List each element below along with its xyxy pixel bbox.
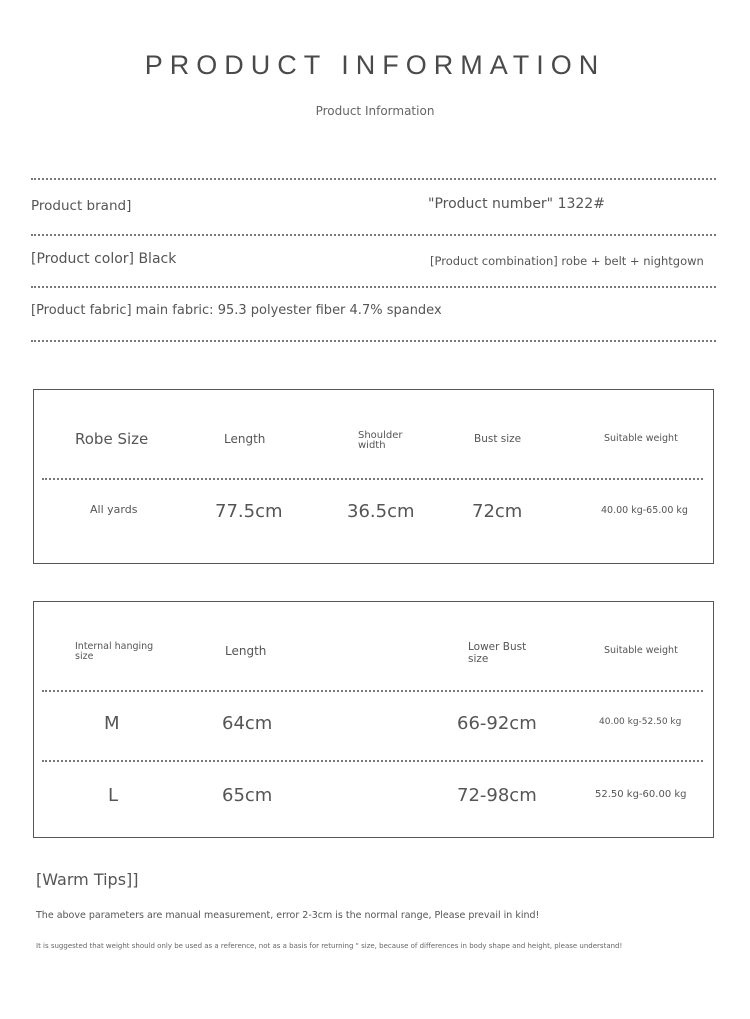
table-header-line: size	[75, 651, 94, 662]
table-header: Suitable weight	[604, 433, 678, 444]
product-color: [Product color] Black	[31, 251, 177, 267]
divider	[31, 234, 716, 236]
table-cell: 77.5cm	[215, 501, 283, 522]
product-fabric: [Product fabric] main fabric: 95.3 polyester fiber 4.7% spandex	[31, 303, 442, 318]
table-cell: 65cm	[222, 785, 273, 806]
table-header: Bust size	[474, 433, 522, 445]
table-header	[358, 431, 403, 451]
table-cell: 66-92cm	[457, 713, 537, 734]
table-cell: 40.00 kg-52.50 kg	[599, 717, 682, 727]
divider	[31, 286, 716, 288]
table-header-line: size	[468, 653, 489, 665]
tips-line: It is suggested that weight should only be used as a reference, not as a basis for returning " size, because of differences in body shape and height, please understand!	[36, 942, 623, 950]
table-header-line: Internal hanging	[75, 641, 154, 652]
table-cell: 64cm	[222, 713, 273, 734]
table-header	[468, 641, 526, 665]
divider	[42, 760, 703, 762]
product-combination: [Product combination] robe + belt + nightgown	[430, 254, 704, 268]
table-header: Length	[225, 644, 267, 658]
divider	[42, 690, 703, 692]
page-title: PRODUCT INFORMATION	[144, 50, 606, 80]
divider	[42, 478, 703, 480]
table-header-line: width	[358, 440, 386, 451]
table-cell: L	[108, 785, 119, 806]
table-cell: M	[104, 713, 120, 734]
table-cell: 72-98cm	[457, 785, 537, 806]
table-cell: 36.5cm	[347, 501, 415, 522]
inner-size-table	[33, 601, 714, 838]
tips-line: The above parameters are manual measurement, error 2-3cm is the normal range, Please prevail in kind!	[36, 910, 540, 921]
table-cell: 72cm	[472, 501, 523, 522]
table-cell: 52.50 kg-60.00 kg	[595, 789, 687, 800]
table-header: Length	[224, 432, 266, 446]
table-header-line: Lower Bust	[468, 641, 527, 653]
divider	[31, 178, 716, 180]
robe-size-table	[33, 389, 714, 564]
table-header: Robe Size	[75, 430, 149, 448]
page-subtitle: Product Information	[315, 104, 435, 118]
tips-title: [Warm Tips]]	[36, 870, 139, 889]
table-cell: 40.00 kg-65.00 kg	[601, 505, 688, 516]
table-header	[75, 642, 153, 662]
table-header-line: Shoulder	[358, 430, 403, 441]
divider	[31, 340, 716, 342]
table-cell: All yards	[90, 503, 138, 516]
product-brand: Product brand]	[31, 198, 132, 214]
table-header: Suitable weight	[604, 645, 678, 656]
product-number: "Product number" 1322#	[428, 196, 605, 212]
